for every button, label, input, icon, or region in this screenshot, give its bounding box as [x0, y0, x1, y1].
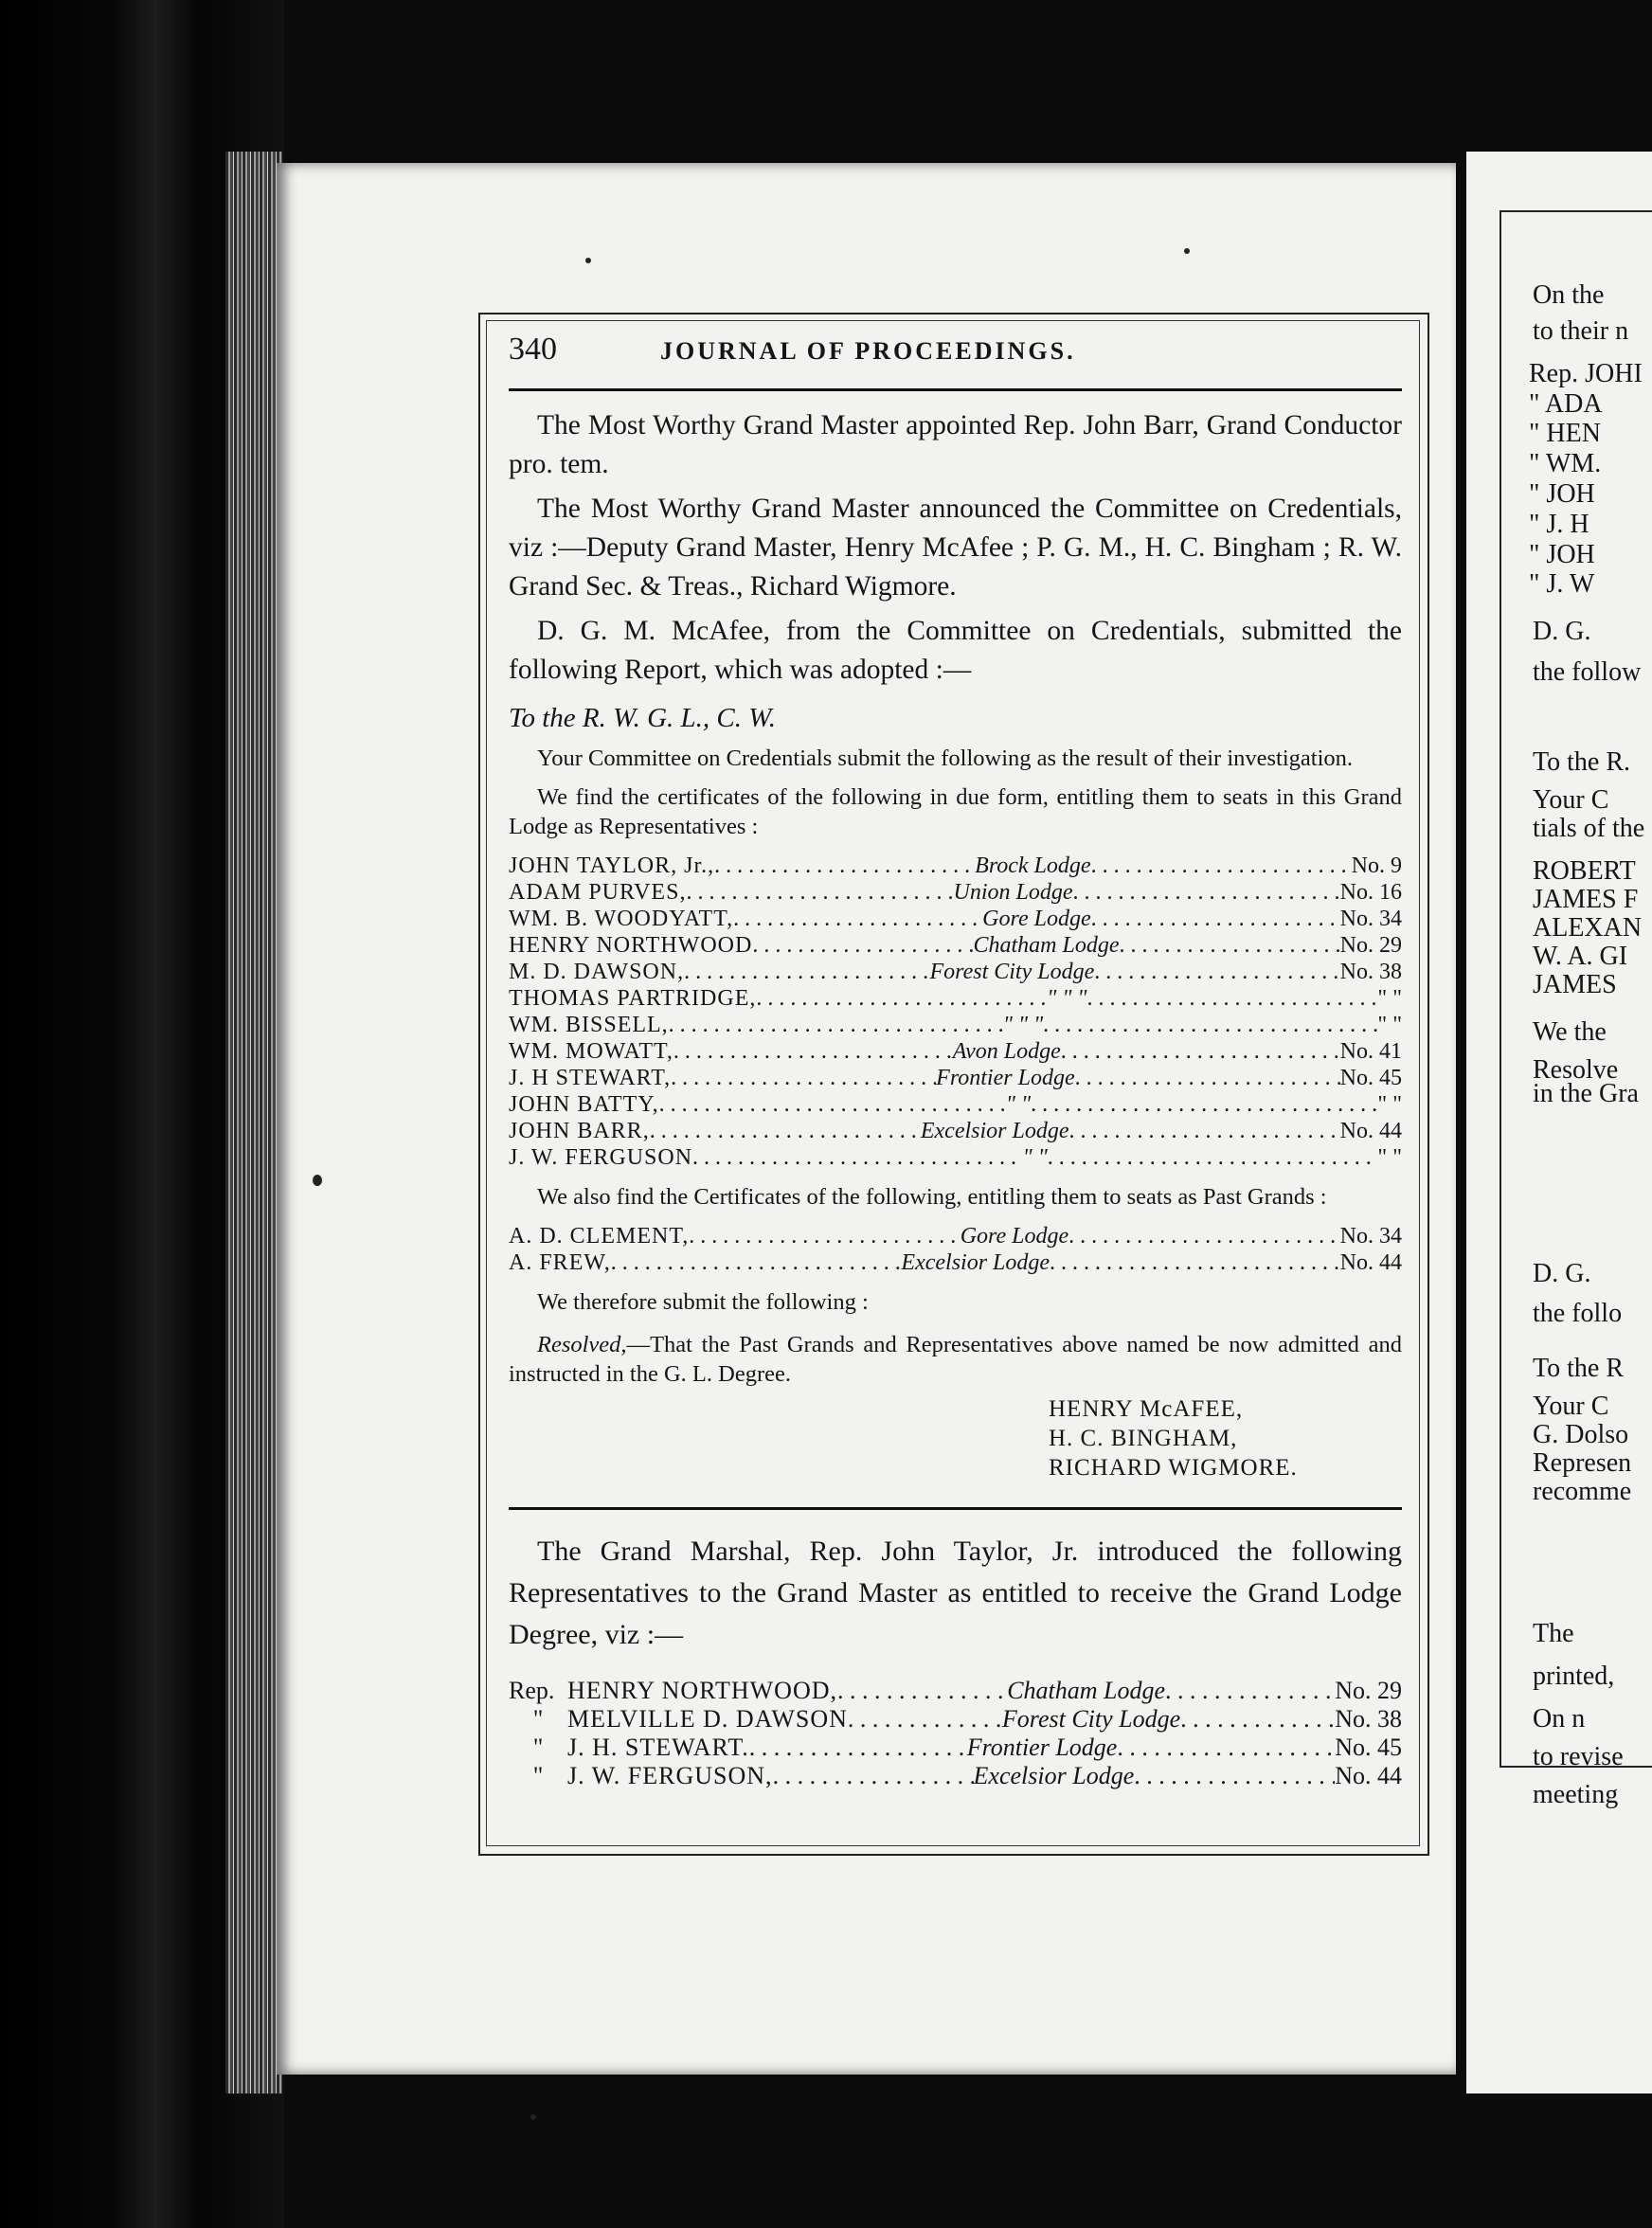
facing-page-fragment: " WM. — [1529, 449, 1602, 478]
rep-name: WM. BISSELL, — [509, 1013, 669, 1037]
rep-name: ADAM PURVES, — [509, 880, 687, 905]
paragraph-introduction: The Grand Marshal, Rep. John Taylor, Jr. introduced the following Representatives to the Grand Master as entitled to receive the Grand Lodge Degree, viz :— — [509, 1536, 1402, 1650]
rep-lodge: Avon Lodge — [952, 1039, 1061, 1064]
ink-speck — [585, 258, 591, 263]
rep-name: JOHN BARR, — [509, 1119, 650, 1143]
past-grands-intro: We also find the Certificates of the following, entitling them to seats as Past Grands : — [537, 1184, 1327, 1210]
leader-dots — [671, 1065, 936, 1091]
ink-speck — [1184, 248, 1190, 254]
list-item — [509, 1734, 1402, 1762]
leader-dots — [1043, 1012, 1377, 1038]
rep-name: M. D. DAWSON, — [509, 960, 685, 984]
facing-page-fragment: Your C — [1533, 1392, 1609, 1421]
leader-dots — [1120, 932, 1340, 959]
certificates-intro: We find the certificates of the following in due form, entitling them to seats in this Grand Lodge as Representatives : — [509, 784, 1402, 839]
rep-name: HENRY NORTHWOOD, — [567, 1677, 838, 1704]
leader-dots — [684, 959, 929, 985]
rep-lodge: Brock Lodge — [975, 853, 1091, 878]
list-item — [509, 1118, 1402, 1144]
list-item — [509, 853, 1402, 879]
facing-page-fragment: the follo — [1533, 1299, 1623, 1328]
facing-page-fragment: " HEN — [1529, 419, 1601, 448]
leader-dots — [1068, 1223, 1340, 1249]
facing-page-fragment: We the — [1533, 1017, 1607, 1047]
rep-lodge: Frontier Lodge — [966, 1734, 1118, 1761]
leader-dots — [1087, 985, 1378, 1012]
facing-page-fragment: JAMES F — [1533, 885, 1639, 914]
facing-page-fragment: Your C — [1533, 785, 1609, 815]
leader-dots — [1031, 1091, 1377, 1118]
facing-page-fragment: in the Gra — [1533, 1079, 1639, 1108]
list-item — [509, 1223, 1402, 1249]
ink-speck — [530, 2114, 536, 2120]
list-item — [509, 985, 1402, 1012]
rep-lodge-number: No. 29 — [1335, 1677, 1402, 1704]
facing-page-fragment: ALEXAN — [1533, 913, 1643, 943]
running-title: JOURNAL OF PROCEEDINGS. — [660, 337, 1076, 365]
rep-name: J. H STEWART, — [509, 1066, 672, 1090]
rep-lodge-number: " " — [1377, 986, 1402, 1011]
resolution — [509, 1330, 1402, 1389]
leader-dots — [659, 1091, 1006, 1118]
facing-page-fragment: the follow — [1533, 657, 1642, 687]
list-item — [509, 1144, 1402, 1171]
report-addressee: To the R. W. G. L., C. W. — [509, 703, 777, 733]
leader-dots — [848, 1705, 1002, 1734]
facing-page-fragment: Rep. JOHI — [1529, 359, 1643, 388]
leader-dots — [650, 1118, 921, 1144]
rep-lodge-number: No. 29 — [1339, 933, 1402, 958]
rep-lodge-number: No. 16 — [1339, 880, 1402, 905]
submit-line: We therefore submit the following : — [537, 1289, 869, 1315]
leader-dots — [692, 1144, 1023, 1171]
leader-dots — [1075, 1065, 1340, 1091]
facing-page-fragment: to their n — [1533, 316, 1629, 346]
ink-speck — [313, 1175, 322, 1186]
rep-prefix: " — [532, 1734, 544, 1761]
rep-name: MELVILLE D. DAWSON — [567, 1705, 848, 1733]
rep-lodge: " " — [1022, 1145, 1048, 1170]
list-item — [509, 1065, 1402, 1091]
facing-page-fragment: " J. W — [1529, 569, 1595, 599]
report-intro: Your Committee on Credentials submit the following as the result of their investigation. — [537, 746, 1354, 771]
section-rule — [509, 1507, 1402, 1510]
facing-page-fragment: G. Dolso — [1533, 1420, 1629, 1449]
page-content — [509, 332, 1402, 1802]
paragraph-report: D. G. M. McAfee, from the Committee on Credentials, submitted the following Report, which was adopted :— — [509, 616, 1402, 685]
facing-page-fragment: recomme — [1533, 1477, 1632, 1506]
rep-name: WM. MOWATT, — [509, 1039, 673, 1064]
rep-lodge: Gore Lodge — [982, 907, 1091, 931]
rep-lodge-number: No. 38 — [1335, 1705, 1402, 1733]
leader-dots — [1180, 1705, 1335, 1734]
leader-dots — [749, 1734, 967, 1762]
rep-lodge-number: No. 45 — [1339, 1066, 1402, 1090]
paragraph-conductor: The Most Worthy Grand Master appointed Rep. John Barr, Grand Conductor pro. tem. — [509, 410, 1402, 479]
rep-lodge-number: " " — [1377, 1145, 1402, 1170]
rep-lodge: " " " — [1047, 986, 1087, 1011]
rep-lodge-number: No. 44 — [1339, 1119, 1402, 1143]
rep-lodge: Chatham Lodge — [973, 933, 1120, 958]
rep-lodge: Excelsior Lodge — [920, 1119, 1069, 1143]
facing-page-fragment: W. A. GI — [1533, 942, 1628, 971]
rep-lodge: Chatham Lodge — [1007, 1677, 1166, 1704]
signatures — [1049, 1394, 1402, 1482]
list-item — [509, 1762, 1402, 1790]
page-number: 340 — [509, 332, 557, 367]
leader-dots — [1069, 1118, 1340, 1144]
leader-dots — [1091, 906, 1340, 932]
facing-page-fragment: " ADA — [1529, 389, 1603, 419]
signature-line: H. C. BINGHAM, — [1049, 1426, 1238, 1451]
leader-dots — [1094, 959, 1339, 985]
past-grands-list — [509, 1223, 1402, 1276]
facing-page-fragment: JAMES — [1533, 970, 1617, 999]
paragraph-committee: The Most Worthy Grand Master announced the Committee on Credentials, viz :—Deputy Grand Master, Henry McAfee ; P. G. M., H. C. Bingham ; R. W. Grand Sec. & Treas., Richard Wigmore. — [509, 494, 1402, 602]
leader-dots — [773, 1762, 974, 1790]
leader-dots — [673, 1038, 953, 1065]
facing-page-fragment: meeting — [1533, 1780, 1619, 1809]
facing-page-fragment: Resolve — [1533, 1055, 1619, 1085]
pg-lodge: Excelsior Lodge — [901, 1250, 1050, 1275]
leader-dots — [611, 1249, 902, 1276]
rep-prefix: " — [532, 1762, 544, 1789]
list-item — [509, 1038, 1402, 1065]
rep-lodge: Excelsior Lodge — [973, 1762, 1135, 1789]
facing-page-fragment: tials of the — [1533, 814, 1645, 843]
rep-name: THOMAS PARTRIDGE, — [509, 986, 757, 1011]
leader-dots — [686, 879, 953, 906]
rep-lodge-number: " " — [1377, 1092, 1402, 1117]
leader-dots — [1165, 1677, 1335, 1705]
list-item — [509, 906, 1402, 932]
pg-lodge-number: No. 34 — [1339, 1224, 1402, 1249]
pg-lodge-number: No. 44 — [1339, 1250, 1402, 1275]
list-item — [509, 1705, 1402, 1734]
leader-dots — [1061, 1038, 1340, 1065]
facing-page-fragment: ROBERT — [1533, 856, 1636, 886]
leader-dots — [714, 853, 975, 879]
facing-page-fragment: The — [1533, 1619, 1574, 1648]
facing-page-fragment: to revise — [1533, 1742, 1624, 1771]
rep-name: JOHN TAYLOR, Jr., — [509, 853, 715, 878]
leader-dots — [756, 985, 1047, 1012]
rep-lodge-number: " " — [1377, 1013, 1402, 1037]
leader-dots — [1091, 853, 1352, 879]
signature-line: RICHARD WIGMORE. — [1049, 1455, 1298, 1481]
facing-page-fragment: On n — [1533, 1704, 1586, 1734]
leader-dots — [1073, 879, 1340, 906]
rep-lodge: " " — [1005, 1092, 1032, 1117]
list-item — [509, 1091, 1402, 1118]
rep-lodge-number: No. 38 — [1339, 960, 1402, 984]
rep-lodge: Forest City Lodge — [1001, 1705, 1181, 1733]
rep-lodge-number: No. 34 — [1339, 907, 1402, 931]
rep-name: J. W. FERGUSON, — [567, 1762, 773, 1789]
rep-lodge-number: No. 41 — [1339, 1039, 1402, 1064]
list-item — [509, 932, 1402, 959]
facing-page-fragment: printed, — [1533, 1662, 1615, 1691]
page-edges — [225, 152, 282, 2093]
running-header — [509, 332, 1402, 381]
facing-page-fragment: On the — [1533, 280, 1605, 310]
rep-lodge: Forest City Lodge — [929, 960, 1095, 984]
leader-dots — [669, 1012, 1003, 1038]
rep-name: WM. B. WOODYATT, — [509, 907, 734, 931]
signature-line: HENRY McAFEE, — [1049, 1396, 1244, 1422]
rep-lodge: Frontier Lodge — [936, 1066, 1075, 1090]
rep-lodge-number: No. 45 — [1335, 1734, 1402, 1761]
representatives-list — [509, 853, 1402, 1171]
leader-dots — [752, 932, 973, 959]
rep-lodge: Union Lodge — [953, 880, 1073, 905]
leader-dots — [1048, 1144, 1378, 1171]
facing-page-fragment: " JOH — [1529, 540, 1595, 569]
rep-name: J. H. STEWART. — [567, 1734, 749, 1761]
list-item — [509, 879, 1402, 906]
list-item — [509, 1012, 1402, 1038]
rep-lodge: " " " — [1002, 1013, 1044, 1037]
leader-dots — [1050, 1249, 1340, 1276]
resolved-text: —That the Past Grands and Representatives above named be now admitted and instructed in the G. L. Degree. — [509, 1332, 1402, 1387]
resolved-label: Resolved, — [537, 1332, 627, 1357]
facing-page — [1466, 152, 1652, 2093]
leader-dots — [1117, 1734, 1335, 1762]
facing-page-fragment: D. G. — [1533, 617, 1591, 646]
list-item — [509, 1677, 1402, 1705]
leader-dots — [837, 1677, 1007, 1705]
facing-page-fragment: To the R — [1533, 1354, 1625, 1383]
pg-name: A. D. CLEMENT, — [509, 1224, 690, 1249]
pg-lodge: Gore Lodge — [960, 1224, 1069, 1249]
leader-dots — [689, 1223, 961, 1249]
rep-name: HENRY NORTHWOOD — [509, 933, 753, 958]
facing-page-fragment: Represen — [1533, 1448, 1632, 1478]
list-item — [509, 959, 1402, 985]
rep-lodge-number: No. 9 — [1351, 853, 1402, 878]
facing-page-fragment: D. G. — [1533, 1259, 1591, 1288]
rep-name: JOHN BATTY, — [509, 1092, 659, 1117]
rep-name: J. W. FERGUSON — [509, 1145, 693, 1170]
leader-dots — [1134, 1762, 1335, 1790]
pg-name: A. FREW, — [509, 1250, 611, 1275]
rep-prefix: Rep. — [509, 1677, 555, 1704]
facing-page-fragment: " J. H — [1529, 510, 1589, 539]
facing-page-fragment: To the R. — [1533, 747, 1631, 777]
list-item — [509, 1249, 1402, 1276]
facing-page-fragment: " JOH — [1529, 479, 1595, 509]
rep-prefix: " — [532, 1705, 544, 1733]
introduced-list — [509, 1677, 1402, 1790]
rep-lodge-number: No. 44 — [1335, 1762, 1402, 1789]
leader-dots — [733, 906, 982, 932]
